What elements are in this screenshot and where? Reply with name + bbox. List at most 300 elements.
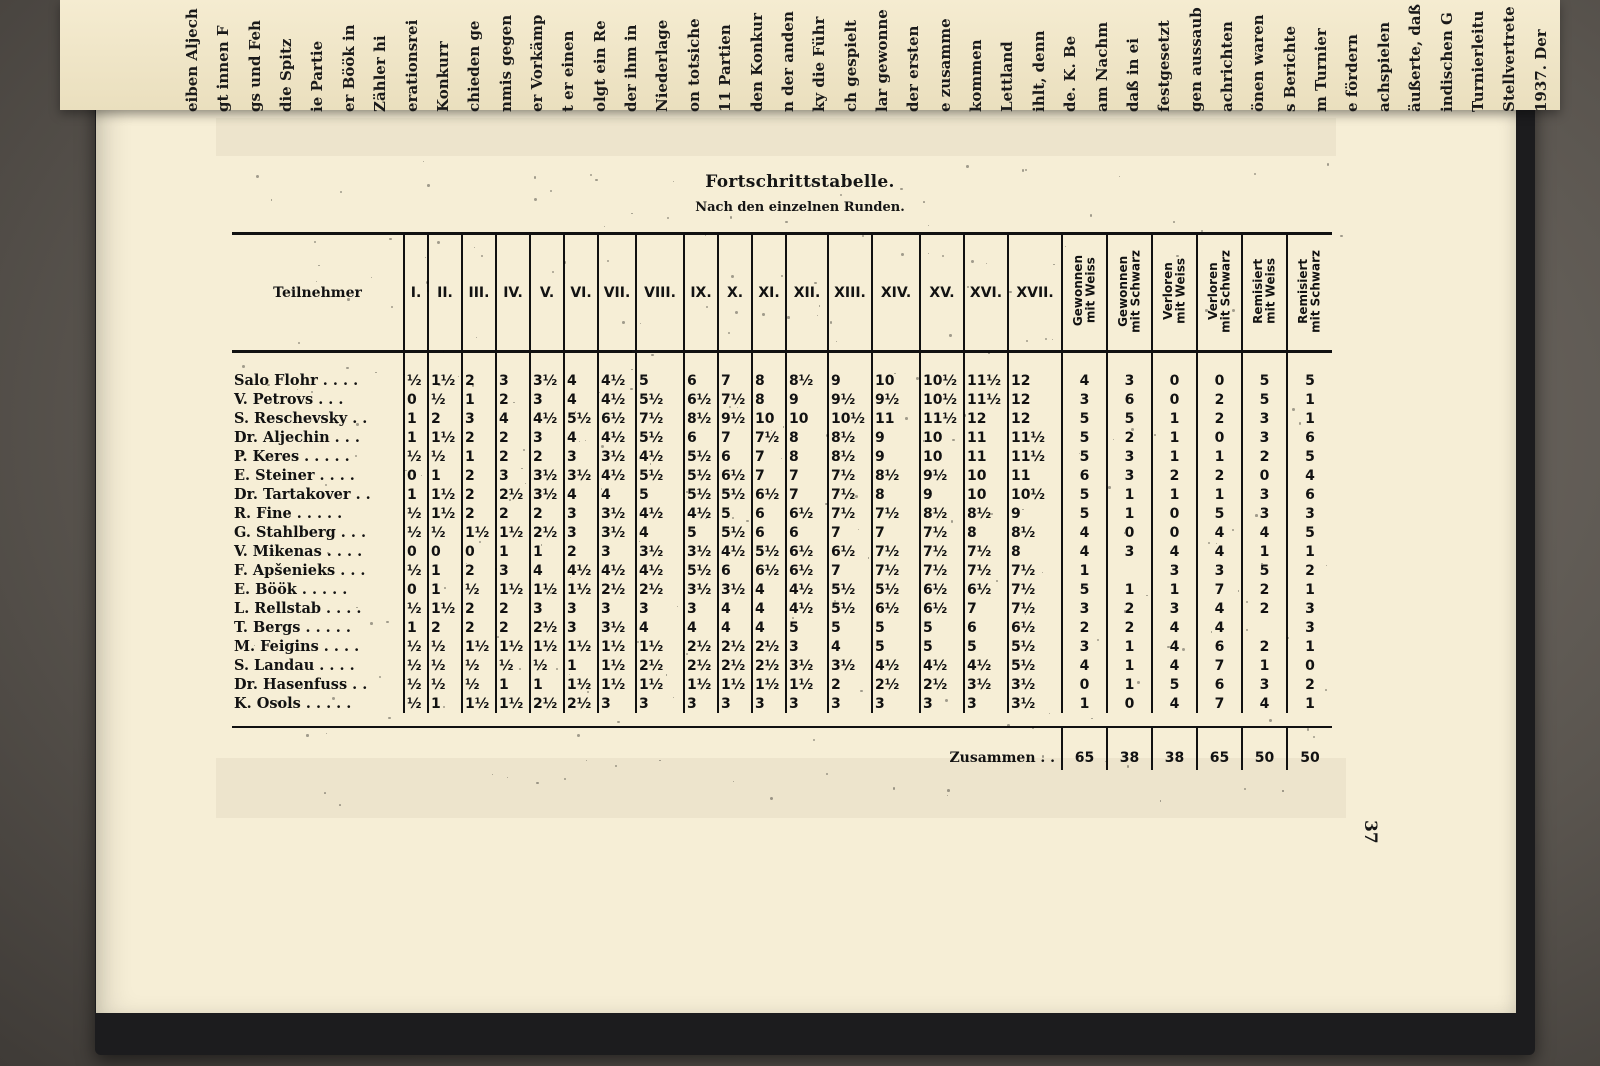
- speckle: [783, 426, 784, 427]
- round-score-cell: 4½: [530, 409, 564, 428]
- speckle: [386, 621, 388, 623]
- round-score-cell: 3: [496, 561, 530, 580]
- speckle: [332, 697, 335, 700]
- stat-cell: 5: [1062, 428, 1107, 447]
- stat-cell: 0: [1107, 523, 1152, 542]
- round-score-cell: 5: [684, 523, 718, 542]
- total-cell: 38: [1152, 727, 1197, 770]
- round-score-cell: 12: [1008, 390, 1062, 409]
- round-score-cell: 1½: [496, 523, 530, 542]
- round-score-cell: ½: [428, 637, 462, 656]
- speckle: [403, 374, 404, 375]
- speckle: [771, 430, 772, 431]
- previous-page-text-line: önen waren: [1249, 14, 1268, 112]
- participant-name: E. Steiner . . . .: [234, 467, 355, 484]
- bleed-through-text: [216, 118, 1336, 156]
- speckle: [1007, 724, 1010, 727]
- speckle: [324, 792, 326, 794]
- round-score-cell: 8½: [828, 447, 872, 466]
- speckle: [389, 238, 392, 241]
- round-score-cell: 9: [920, 485, 964, 504]
- stat-cell: 4: [1152, 542, 1197, 561]
- round-score-cell: 2: [428, 409, 462, 428]
- stat-cell: 4: [1062, 352, 1107, 391]
- previous-page-text-line: Niederlage: [653, 19, 672, 112]
- round-score-cell: ½: [404, 599, 428, 618]
- round-score-cell: 2: [496, 599, 530, 618]
- previous-page-text-line: chieden ge: [465, 20, 484, 112]
- table-row: [232, 409, 1332, 428]
- round-score-cell: 1½: [718, 675, 752, 694]
- round-score-cell: 2: [462, 618, 496, 637]
- column-header-round: XVI.: [964, 234, 1008, 352]
- stat-cell: 3: [1242, 675, 1287, 694]
- speckle: [746, 520, 748, 522]
- stat-cell: 3: [1152, 599, 1197, 618]
- speckle: [327, 552, 329, 554]
- round-score-cell: 3½: [598, 447, 636, 466]
- round-score-cell: 1: [428, 561, 462, 580]
- round-score-cell: 8: [786, 428, 828, 447]
- speckle: [1176, 255, 1179, 258]
- round-score-cell: 1½: [530, 580, 564, 599]
- stat-cell: 2: [1197, 390, 1242, 409]
- speckle: [426, 281, 429, 284]
- stat-cell: 2: [1107, 428, 1152, 447]
- round-score-cell: 2: [530, 447, 564, 466]
- stat-cell: 4: [1197, 599, 1242, 618]
- round-score-cell: 3½: [1008, 694, 1062, 713]
- participant-name: G. Stahlberg . . .: [234, 524, 367, 541]
- speckle: [314, 418, 317, 421]
- speckle: [785, 221, 787, 223]
- stat-cell: [1242, 618, 1287, 637]
- round-score-cell: 11½: [920, 409, 964, 428]
- speckle: [814, 282, 816, 284]
- table-row: [232, 352, 1332, 391]
- round-score-cell: 1: [428, 694, 462, 713]
- round-score-cell: 1½: [496, 694, 530, 713]
- round-score-cell: 7½: [828, 466, 872, 485]
- stat-cell: 3: [1197, 561, 1242, 580]
- round-score-cell: 6½: [684, 390, 718, 409]
- round-score-cell: 1½: [564, 675, 598, 694]
- round-score-cell: 1: [564, 656, 598, 675]
- round-score-cell: 11: [872, 409, 920, 428]
- stat-cell: 5: [1062, 504, 1107, 523]
- previous-page-text-line: er Vorkämp: [528, 14, 546, 112]
- stat-cell: 3: [1062, 390, 1107, 409]
- round-score-cell: 7½: [752, 428, 786, 447]
- speckle: [1327, 163, 1329, 165]
- totals-label: Zusammen . .: [949, 750, 1055, 766]
- round-score-cell: 1½: [462, 694, 496, 713]
- stat-cell: 5: [1062, 580, 1107, 599]
- round-score-cell: 8½: [684, 409, 718, 428]
- round-score-cell: 2: [462, 504, 496, 523]
- round-score-cell: 2½: [872, 675, 920, 694]
- participant-name: E. Böök . . . . .: [234, 581, 348, 598]
- column-header-round: XVII.: [1008, 234, 1062, 352]
- round-score-cell: 5: [964, 637, 1008, 656]
- round-score-cell: 5½: [684, 466, 718, 485]
- round-score-cell: 3: [564, 504, 598, 523]
- round-score-cell: 6: [718, 447, 752, 466]
- round-score-cell: 11: [1008, 466, 1062, 485]
- participant-name: T. Bergs . . . . .: [234, 619, 351, 636]
- stat-cell: 1: [1152, 580, 1197, 599]
- round-score-cell: 10½: [1008, 485, 1062, 504]
- table-row: [232, 656, 1332, 675]
- round-score-cell: 2½: [684, 656, 718, 675]
- speckle: [1208, 542, 1210, 544]
- speckle: [370, 622, 373, 625]
- speckle: [519, 668, 521, 670]
- round-score-cell: 1½: [496, 637, 530, 656]
- round-score-cell: 3½: [1008, 675, 1062, 694]
- stat-cell: 1: [1287, 390, 1332, 409]
- round-score-cell: 1½: [564, 580, 598, 599]
- speckle: [1287, 637, 1289, 639]
- stat-cell: 3: [1152, 561, 1197, 580]
- round-score-cell: 2: [462, 599, 496, 618]
- speckle: [267, 384, 270, 387]
- speckle: [1167, 646, 1170, 649]
- speckle: [371, 277, 372, 278]
- round-score-cell: 12: [964, 409, 1008, 428]
- round-score-cell: 10: [964, 466, 1008, 485]
- speckle: [298, 342, 300, 344]
- stat-cell: 1: [1242, 542, 1287, 561]
- round-score-cell: 8½: [1008, 523, 1062, 542]
- speckle: [630, 350, 633, 353]
- stat-cell: 6: [1197, 637, 1242, 656]
- stat-cell: 6: [1287, 428, 1332, 447]
- stat-cell: 6: [1107, 390, 1152, 409]
- speckle: [1255, 514, 1258, 517]
- speckle: [686, 491, 688, 493]
- round-score-cell: 8½: [828, 428, 872, 447]
- round-score-cell: 2: [462, 561, 496, 580]
- round-score-cell: 5: [920, 618, 964, 637]
- speckle: [1137, 681, 1140, 684]
- total-cell: 65: [1062, 727, 1107, 770]
- speckle: [825, 503, 827, 505]
- speckle: [731, 275, 734, 278]
- column-header-stat: Gewonnen mit Weiss: [1062, 234, 1107, 352]
- round-score-cell: 1½: [428, 428, 462, 447]
- speckle: [966, 165, 969, 168]
- round-score-cell: 7½: [964, 542, 1008, 561]
- previous-page-text-line: achrichten: [1218, 21, 1236, 112]
- previous-page-text-line: Konkurr: [433, 41, 452, 112]
- round-score-cell: 3: [636, 694, 684, 713]
- total-cell: 50: [1242, 727, 1287, 770]
- previous-page-text-line: ch gespielt: [841, 19, 860, 112]
- round-score-cell: 3: [786, 694, 828, 713]
- page-number: 37: [1360, 820, 1380, 844]
- round-score-cell: 7½: [872, 561, 920, 580]
- participant-name: M. Feigins . . . .: [234, 638, 360, 655]
- table-row: [232, 466, 1332, 485]
- previous-page-text-line: erationsrei: [402, 19, 421, 112]
- table-row: [232, 561, 1332, 580]
- total-cell: 50: [1287, 727, 1332, 770]
- round-score-cell: 5: [786, 618, 828, 637]
- previous-page-text-line: äußerte, daß: [1406, 4, 1425, 112]
- stat-cell: 1: [1062, 561, 1107, 580]
- round-score-cell: ½: [404, 504, 428, 523]
- stat-cell: 4: [1242, 523, 1287, 542]
- column-header-round: IV.: [496, 234, 530, 352]
- round-score-cell: ½: [404, 637, 428, 656]
- round-score-cell: 8: [964, 523, 1008, 542]
- speckle: [1108, 486, 1111, 489]
- round-score-cell: 4½: [636, 561, 684, 580]
- previous-page-text-line: achspielen: [1374, 21, 1393, 112]
- speckle: [577, 734, 580, 737]
- round-score-cell: 5½: [1008, 656, 1062, 675]
- round-score-cell: 2: [496, 390, 530, 409]
- round-score-cell: 3½: [598, 523, 636, 542]
- round-score-cell: 1½: [636, 675, 684, 694]
- stat-cell: 4: [1197, 542, 1242, 561]
- column-header-round: XIV.: [872, 234, 920, 352]
- participant-name: S. Landau . . . .: [234, 657, 355, 674]
- column-header-round: V.: [530, 234, 564, 352]
- round-score-cell: 6: [684, 352, 718, 391]
- stat-cell: 4: [1197, 523, 1242, 542]
- speckle: [575, 411, 576, 412]
- speckle: [1326, 565, 1327, 566]
- column-header-round: XI.: [752, 234, 786, 352]
- round-score-cell: 12: [1008, 352, 1062, 391]
- round-score-cell: 10: [920, 428, 964, 447]
- table-row: [232, 542, 1332, 561]
- round-score-cell: 2½: [752, 637, 786, 656]
- round-score-cell: 8: [752, 390, 786, 409]
- round-score-cell: 3: [920, 694, 964, 713]
- round-score-cell: 4: [598, 485, 636, 504]
- previous-page-text-line: gen aussaub: [1186, 7, 1205, 112]
- round-score-cell: 4½: [636, 447, 684, 466]
- stat-cell: 2: [1242, 599, 1287, 618]
- previous-page-text-line: olgt ein Re: [590, 20, 609, 112]
- round-score-cell: 3: [564, 618, 598, 637]
- round-score-cell: 1½: [496, 580, 530, 599]
- round-score-cell: 7: [828, 523, 872, 542]
- round-score-cell: 4: [564, 352, 598, 391]
- stat-cell: 6: [1287, 485, 1332, 504]
- round-score-cell: 3: [530, 599, 564, 618]
- stat-cell: 2: [1107, 599, 1152, 618]
- column-header-round: II.: [428, 234, 462, 352]
- round-score-cell: 5½: [718, 523, 752, 542]
- speckle: [706, 306, 708, 308]
- speckle: [1113, 439, 1114, 440]
- stat-cell: 3: [1062, 599, 1107, 618]
- round-score-cell: 2: [496, 504, 530, 523]
- stat-cell: 3: [1287, 618, 1332, 637]
- round-score-cell: 4: [636, 523, 684, 542]
- round-score-cell: 7: [786, 466, 828, 485]
- stat-cell: 3: [1062, 637, 1107, 656]
- table-row: [232, 580, 1332, 599]
- round-score-cell: 1: [462, 390, 496, 409]
- round-score-cell: 6½: [718, 466, 752, 485]
- stat-cell: 4: [1152, 694, 1197, 713]
- total-cell: 38: [1107, 727, 1152, 770]
- previous-page-text-line: ihlt, denn: [1029, 30, 1048, 112]
- round-score-cell: 2½: [752, 656, 786, 675]
- stat-cell: 2: [1287, 675, 1332, 694]
- stat-cell: 1: [1287, 694, 1332, 713]
- round-score-cell: 7½: [828, 504, 872, 523]
- speckle: [590, 174, 592, 176]
- speckle: [534, 176, 537, 179]
- round-score-cell: 7: [872, 523, 920, 542]
- round-score-cell: 5½: [684, 447, 718, 466]
- speckle: [587, 691, 589, 693]
- stat-cell: 1: [1152, 447, 1197, 466]
- stat-cell: 0: [1152, 504, 1197, 523]
- round-score-cell: 5½: [718, 485, 752, 504]
- round-score-cell: 2: [496, 428, 530, 447]
- round-score-cell: 1: [496, 675, 530, 694]
- round-score-cell: 9: [1008, 504, 1062, 523]
- stat-cell: 4: [1062, 523, 1107, 542]
- speckle: [564, 778, 566, 780]
- speckle: [1325, 689, 1327, 691]
- stat-cell: 1: [1152, 485, 1197, 504]
- round-score-cell: 7½: [920, 523, 964, 542]
- round-score-cell: 10½: [920, 352, 964, 391]
- round-score-cell: 6½: [872, 599, 920, 618]
- previous-page-text-line: e fördern: [1343, 34, 1362, 112]
- round-score-cell: 7½: [828, 485, 872, 504]
- speckle: [792, 617, 794, 619]
- round-score-cell: 3½: [684, 542, 718, 561]
- table-row: [232, 428, 1332, 447]
- speckle: [787, 316, 790, 319]
- round-score-cell: 1: [404, 618, 428, 637]
- speckle: [1238, 590, 1239, 591]
- stat-cell: 5: [1152, 675, 1197, 694]
- round-score-cell: 2½: [496, 485, 530, 504]
- round-score-cell: 9: [872, 428, 920, 447]
- round-score-cell: 6: [718, 561, 752, 580]
- previous-page-text-line: der ersten: [904, 25, 923, 112]
- speckle: [705, 518, 706, 519]
- round-score-cell: 6: [752, 523, 786, 542]
- round-score-cell: 5: [872, 637, 920, 656]
- table-row: [232, 675, 1332, 694]
- stat-cell: 4: [1152, 656, 1197, 675]
- stat-cell: 3: [1107, 447, 1152, 466]
- round-score-cell: 0: [428, 542, 462, 561]
- round-score-cell: 9: [828, 352, 872, 391]
- speckle: [781, 275, 783, 277]
- speckle: [601, 445, 604, 448]
- round-score-cell: ½: [404, 447, 428, 466]
- round-score-cell: 4½: [636, 504, 684, 523]
- stat-cell: 1: [1197, 447, 1242, 466]
- previous-page-text-line: Stellvertrete: [1500, 6, 1519, 112]
- round-score-cell: 6½: [752, 561, 786, 580]
- round-score-cell: 3½: [828, 656, 872, 675]
- previous-page-text-line: s Berichte: [1280, 25, 1299, 112]
- participant-name: Salo Flohr . . . .: [234, 372, 359, 389]
- round-score-cell: 8: [872, 485, 920, 504]
- previous-page-text-line: am Nachm: [1092, 21, 1111, 112]
- round-score-cell: 1½: [786, 675, 828, 694]
- round-score-cell: 1½: [530, 637, 564, 656]
- round-score-cell: 3: [496, 352, 530, 391]
- round-score-cell: 5: [636, 352, 684, 391]
- round-score-cell: ½: [428, 390, 462, 409]
- column-header-round: X.: [718, 234, 752, 352]
- round-score-cell: 5½: [828, 599, 872, 618]
- round-score-cell: 1½: [564, 637, 598, 656]
- participant-name: P. Keres . . . . .: [234, 448, 350, 465]
- round-score-cell: 5: [636, 485, 684, 504]
- speckle: [947, 789, 950, 792]
- stat-cell: 2: [1242, 580, 1287, 599]
- stat-cell: 1: [1287, 580, 1332, 599]
- column-header-stat: Gewonnen mit Schwarz: [1107, 234, 1152, 352]
- round-score-cell: ½: [404, 694, 428, 713]
- stat-cell: 0: [1152, 390, 1197, 409]
- round-score-cell: 6½: [786, 542, 828, 561]
- stat-cell: 0: [1062, 675, 1107, 694]
- previous-page-text-line: festgesetzt: [1155, 20, 1174, 112]
- round-score-cell: ½: [428, 447, 462, 466]
- round-score-cell: 2½: [530, 618, 564, 637]
- speckle: [1042, 755, 1044, 757]
- stat-cell: 1: [1287, 637, 1332, 656]
- stat-cell: 3: [1242, 409, 1287, 428]
- round-score-cell: 7: [964, 599, 1008, 618]
- round-score-cell: 2: [462, 485, 496, 504]
- round-score-cell: 3½: [684, 580, 718, 599]
- round-score-cell: 4: [564, 428, 598, 447]
- participant-name: S. Reschevsky . .: [234, 410, 368, 427]
- stat-cell: 4: [1062, 656, 1107, 675]
- previous-page-text-line: lar gewonne: [873, 9, 891, 112]
- speckle: [1182, 648, 1185, 651]
- stat-cell: 0: [1152, 523, 1197, 542]
- previous-page-text-line: Zähler hi: [371, 35, 390, 112]
- speckle: [509, 499, 511, 501]
- round-score-cell: 1: [404, 485, 428, 504]
- speckle: [375, 372, 376, 373]
- speckle: [732, 517, 734, 519]
- stat-cell: 5: [1287, 352, 1332, 391]
- speckle: [923, 201, 925, 203]
- round-score-cell: 1: [428, 580, 462, 599]
- column-header-stat: Verloren mit Weiss: [1152, 234, 1197, 352]
- round-score-cell: 1½: [598, 637, 636, 656]
- speckle: [826, 434, 829, 437]
- participant-name: Dr. Aljechin . . .: [234, 429, 360, 446]
- round-score-cell: 6: [964, 618, 1008, 637]
- previous-page-text-line: de. K. Be: [1061, 35, 1080, 112]
- speckle: [556, 668, 558, 670]
- round-score-cell: ½: [496, 656, 530, 675]
- stat-cell: 1: [1062, 694, 1107, 713]
- round-score-cell: 5: [718, 504, 752, 523]
- column-header-round: XIII.: [828, 234, 872, 352]
